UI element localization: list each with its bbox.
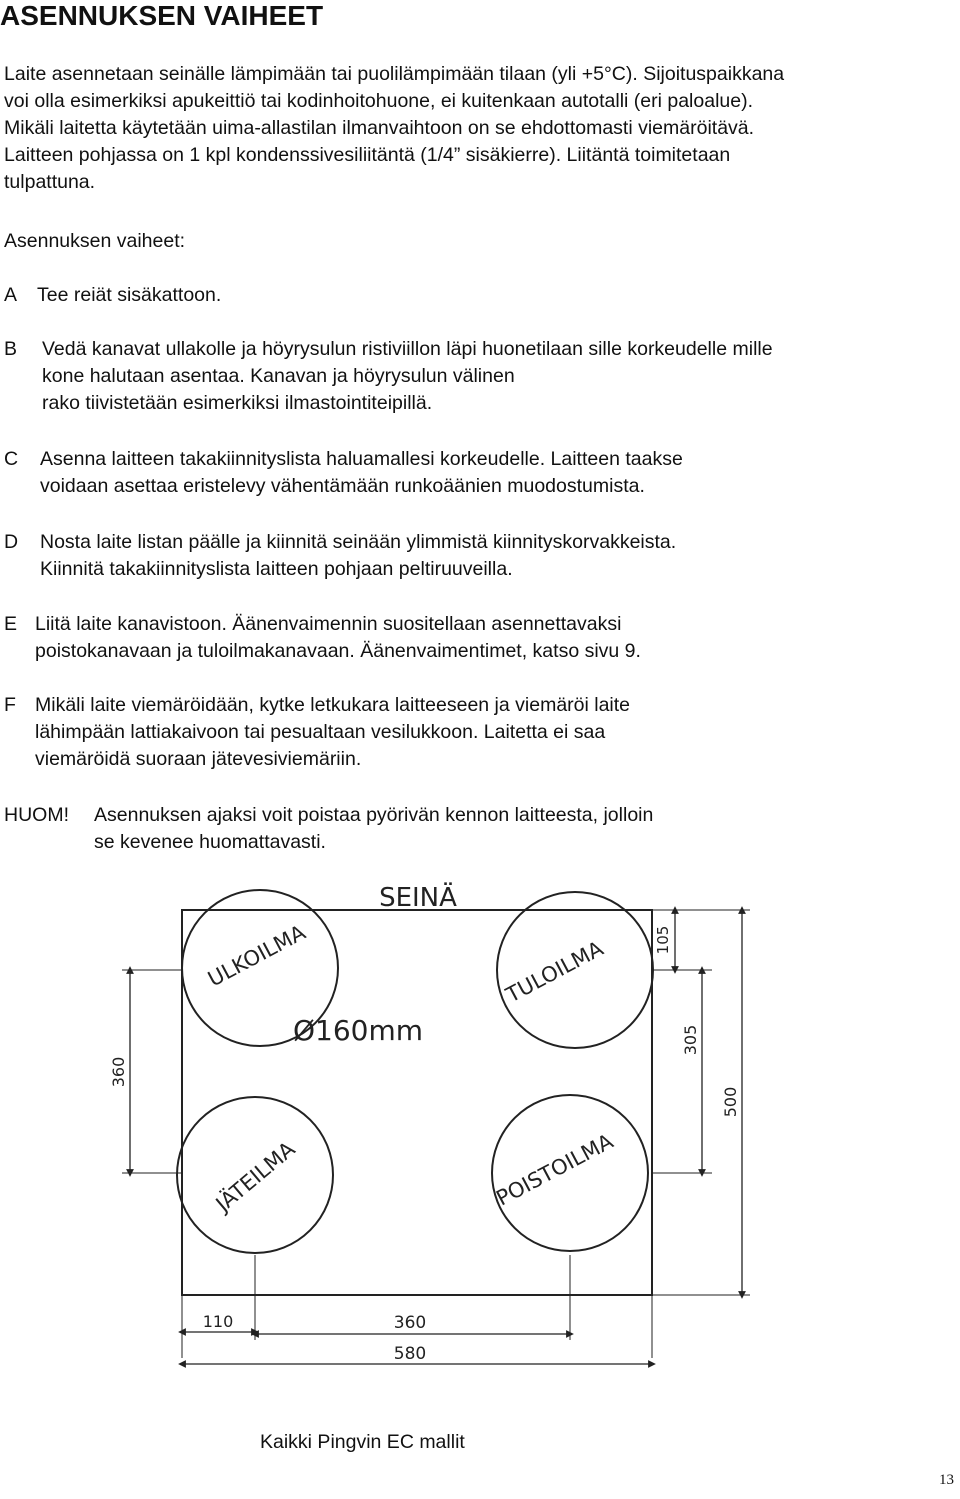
dimension-right-mid: 305	[681, 1024, 700, 1056]
dimension-right-top: 105	[654, 925, 672, 955]
dimension-bottom-full: 580	[393, 1344, 427, 1364]
note-label: HUOM!	[4, 804, 69, 826]
step-line: Vedä kanavat ullakolle ja höyrysulun ristiviillon läpi huonetilaan sille korkeudelle mille	[42, 338, 773, 360]
intro-line: Laitteen pohjassa on 1 kpl kondenssivesiliitäntä (1/4” sisäkierre). Liitäntä toimitetaan	[4, 144, 731, 166]
page-title: ASENNUKSEN VAIHEET	[0, 0, 324, 31]
step-line: rako tiivistetään esimerkiksi ilmastointiteipillä.	[42, 392, 433, 414]
step-line: Mikäli laite viemäröidään, kytke letkukara laitteeseen ja viemäröi laite	[35, 694, 631, 716]
step-letter: D	[4, 531, 19, 553]
step-line: Asennuksen ajaksi voit poistaa pyörivän kennon laitteesta, jolloin	[94, 804, 654, 826]
diameter-label: Ø160mm	[292, 1014, 424, 1047]
step-line: poistokanavaan ja tuloilmakanavaan. Äänenvaimentimet, katso sivu 9.	[35, 640, 641, 662]
step-line: lähimpään lattiakaivoon tai pesualtaan vesilukkoon. Laitetta ei saa	[35, 721, 606, 743]
step-line: Kiinnitä takakiinnityslista laitteen pohjaan peltiruuveilla.	[40, 558, 513, 580]
step-line: Nosta laite listan päälle ja kiinnitä seinään ylimmistä kiinnityskorvakkeista.	[40, 531, 677, 553]
steps-heading: Asennuksen vaiheet:	[4, 230, 186, 252]
step-letter: E	[4, 613, 18, 635]
step-letter: F	[4, 694, 16, 716]
wall-label: SEINÄ	[379, 883, 457, 913]
step-line: se kevenee huomattavasti.	[94, 831, 326, 853]
dimension-bottom-left: 110	[202, 1312, 234, 1331]
step-line: Liitä laite kanavistoon. Äänenvaimennin suositellaan asennettavaksi	[35, 613, 622, 635]
installation-diagram	[100, 870, 800, 1390]
intro-line: voi olla esimerkiksi apukeittiö tai kodinhoitohuone, ei kuitenkaan autotalli (eri paloalue).	[4, 90, 754, 112]
step-line: kone halutaan asentaa. Kanavan ja höyrysulun välinen	[42, 365, 515, 387]
step-letter: A	[4, 284, 18, 306]
step-line: viemäröidä suoraan jätevesiviemäriin.	[35, 748, 362, 770]
dimension-bottom-mid: 360	[393, 1313, 427, 1333]
step-letter: B	[4, 338, 18, 360]
hole-label-ulkoilma: ULKOILMA	[204, 920, 310, 992]
intro-line: Mikäli laitetta käytetään uima-allastilan ilmanvaihtoon on se ehdottomasti viemäröitävä.	[4, 117, 755, 139]
step-letter: C	[4, 448, 19, 470]
intro-line: tulpattuna.	[4, 171, 96, 193]
figure-caption: Kaikki Pingvin EC mallit	[260, 1431, 465, 1453]
intro-line: Laite asennetaan seinälle lämpimään tai puolilämpimään tilaan (yli +5°C). Sijoituspaikkana	[4, 63, 785, 85]
dimension-right-full: 500	[721, 1086, 740, 1118]
hole-label-poistoilma: POISTOILMA	[492, 1129, 618, 1211]
step-line: Asenna laitteen takakiinnityslista haluamallesi korkeudelle. Laitteen taakse	[40, 448, 683, 470]
step-line: Tee reiät sisäkattoon.	[37, 284, 222, 306]
dimension-left-height: 360	[109, 1056, 128, 1088]
hole-label-tuloilma: TULOILMA	[502, 936, 608, 1008]
step-line: voidaan asettaa eristelevy vähentämään runkoäänien muodostumista.	[40, 475, 645, 497]
hole-label-jateilma: JÄTEILMA	[211, 1136, 300, 1217]
intro-paragraph	[4, 61, 956, 196]
page-number: 13	[939, 1472, 954, 1488]
